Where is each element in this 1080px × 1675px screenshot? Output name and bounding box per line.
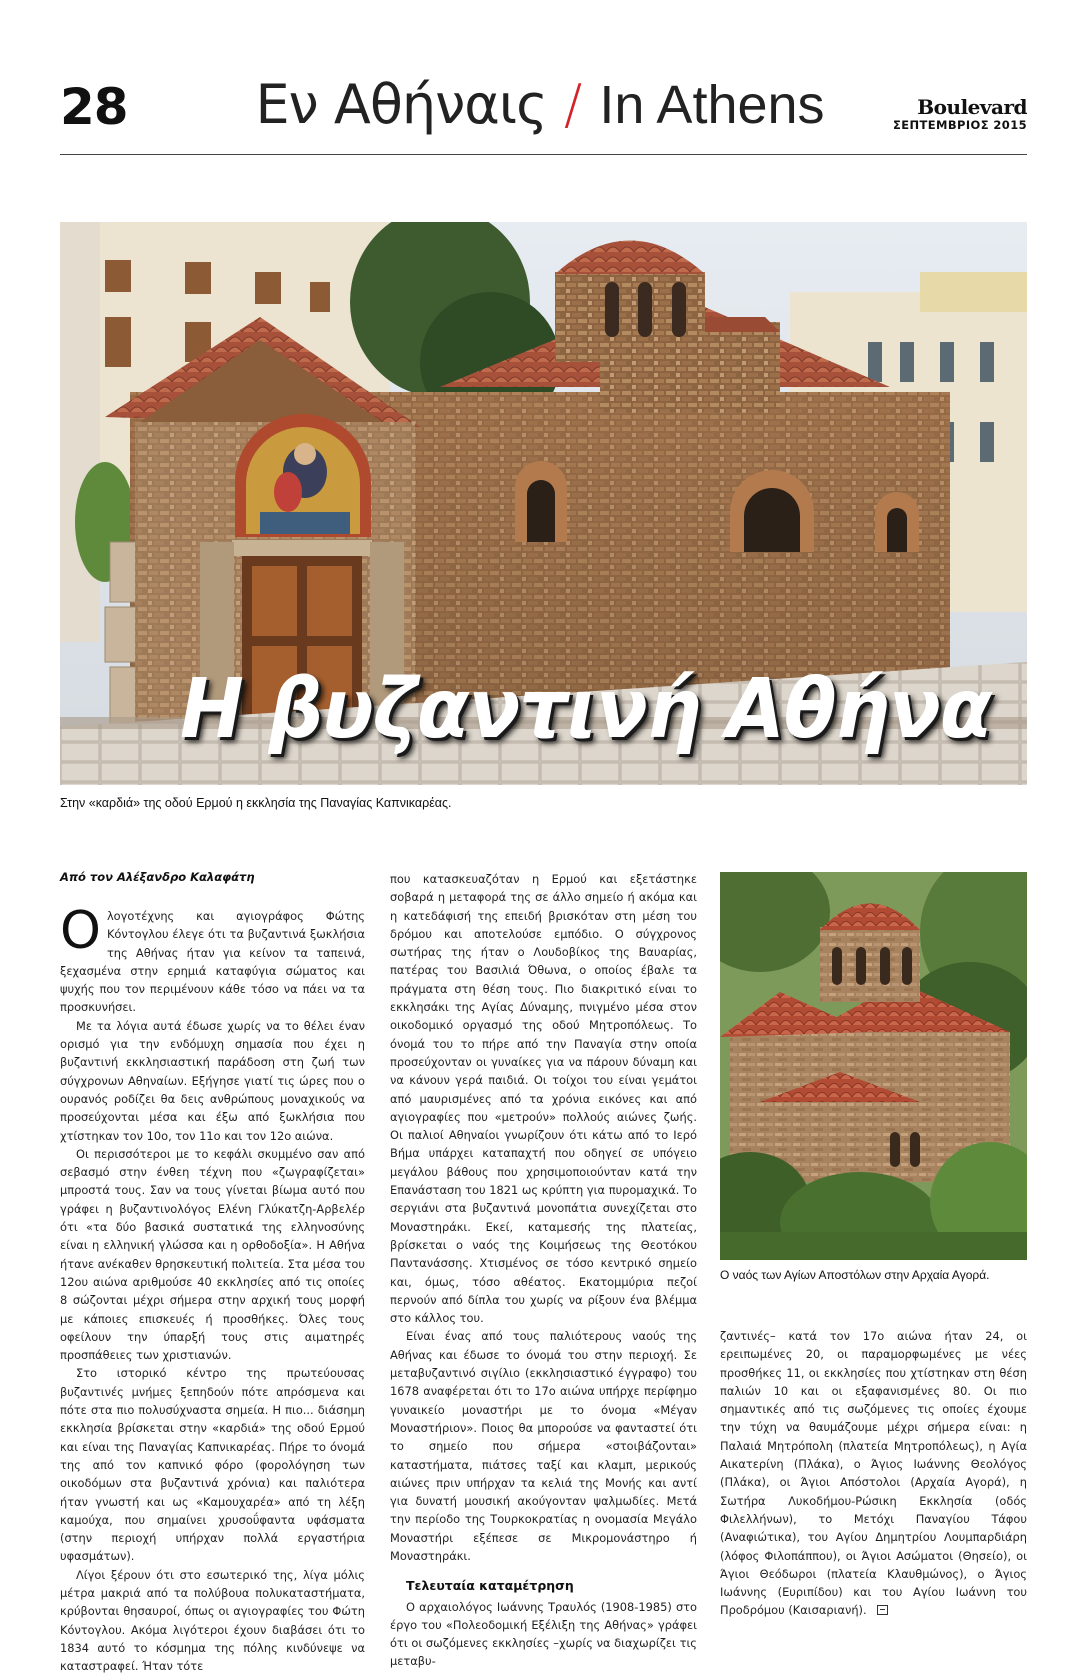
- byline: Από τον Αλέξανδρο Καλαφάτη: [60, 870, 255, 884]
- paragraph: Στο ιστορικό κέντρο της πρωτεύουσας βυζαντινές μνήμες ξεπηδούν πότε απρόσμενα και πότε στα πιο πολυσύχναστα σημεία. Η πιο... διάσημη εκκλησία βρίσκεται στην «καρδιά» της οδού Ερμού και είναι της Παναγίας Καπνικαρέας. Πήρε το όνομά της από τον καπνικό φόρο (φορολόγηση των οικοδόμων στα βυζαντινά χρόνια) και παλιότερα ήταν γνωστή και ως «Καμουχαρέα» από τη λέξη καμούχα, που σημαίνει χρυσοΰφαντα υφάσματα (στην περιοχή υπήρχαν πολλά εργαστήρια υφασμάτων).: [60, 1366, 365, 1564]
- hero-photo: [60, 222, 1027, 785]
- hero-caption: Στην «καρδιά» της οδού Ερμού η εκκλησία της Παναγίας Καπνικαρέας.: [60, 796, 452, 810]
- side-photo-caption: Ο ναός των Αγίων Αποστόλων στην Αρχαία Αγορά.: [720, 1268, 990, 1282]
- subheading: Τελευταία καταμέτρηση: [406, 1578, 574, 1594]
- page-number: 28: [60, 78, 128, 136]
- paragraph: Λίγοι ξέρουν ότι στο εσωτερικό της, λίγα μόλις μέτρα μακριά από τα πολύβουα πολυκαταστήματα, κρύβονται θησαυροί, όπως οι αγιογραφίες του Φώτη Κόντογλου. Ακόμα λιγότεροι έχουν διαβάσει ότι το 1834 αυτό το κόσμημα της πόλης κινδύνεψε να καταστραφεί. Ήταν τότε: [60, 1567, 365, 1674]
- issue-date: ΣΕΠΤΕΜΒΡΙΟΣ 2015: [893, 118, 1027, 132]
- magazine-brand: [893, 97, 1027, 132]
- brand-logo-text: Boulevard: [917, 95, 1027, 119]
- paragraph: Ολογοτέχνης και αγιογράφος Φώτης Κόντογλου έλεγε ότι τα βυζαντινά ξωκλήσια της Αθήνας ήταν για κείνον τα ταπεινά, ξεχασμένα στην ερημιά καταφύγια σώματος και ψυχής που τον περιμένουν κάθε τόσο να πάει να τα προσκυνήσει.: [60, 901, 365, 1015]
- paragraph: Είναι ένας από τους παλιότερους ναούς της Αθήνας και έδωσε το όνομά του στην περιοχή. Σε μεταβυζαντινό σιγίλιο (εκκλησιαστικό έγγραφο) του 1678 αναφέρεται ότι το 17ο αιώνα υπήρχε περίφημο γυναικείο μοναστήρι με το όνομα «Μέγαν Μοναστήριον». Ποιος θα μπορούσε να φανταστεί ότι το σημείο που σήμερα «στοιβάζονται» καταστήματα, πιάτσες ταξί και κλαμπ, μερικούς αιώνες πριν υπήρχαν τα κελιά της Μονής και αντί για δυνατή μουσική ακούγονταν ψαλμωδίες. Μετά την περίοδο της Τουρκοκρατίας η ονομασία Μεγάλο Μοναστήρι εξέπεσε σε Μικρομονάστηρο ή Μοναστηράκι.: [390, 1329, 697, 1563]
- paragraph: Με τα λόγια αυτά έδωσε χωρίς να το θέλει έναν ορισμό για την ενδόμυχη σημασία που έχει η βυζαντινή εκκλησιαστική παράδοση στη ζωή των σύγχρονων Αθηναίων. Εξήγησε γιατί τις ώρες που ο ουρανός ροδίζει θα δεις ανθρώπους μοναχικούς να προσεύχονται μέσα και έξω από ξωκλήσια που χτίστηκαν τον 10ο, τον 11ο και τον 12ο αιώνα.: [60, 1018, 365, 1143]
- drop-cap: Ο: [60, 901, 101, 961]
- header-divider: [60, 154, 1027, 155]
- paragraph: που κατασκευαζόταν η Ερμού και εξετάστηκε σοβαρά η μεταφορά της σε άλλο σημείο ή ακόμα και η κατεδάφισή της επειδή βρισκόταν στη μέση του δρόμου και αποτελούσε εμπόδιο. Ο σύγχρονος σωτήρας της ήταν ο Λουδοβίκος της Βαυαρίας, πατέρας του Βασιλιά Όθωνα, ο οποίος έβαλε τα πράγματα στη θέση τους. Πιο διακριτικό είναι το εκκλησάκι της Αγίας Δύναμης, πνιγμένο μέσα στον οικοδομικό οργασμό της οδού Μητροπόλεως. Το όνομά του το πήρε από την Παναγία στην οποία προσεύχονταν οι γυναίκες για να πάρουν δύναμη και να κάνουν γερά παιδιά. Οι τοίχοι του είναι γεμάτοι από μαυρισμένες από τα χρόνια εικόνες και από αγιογραφίες που «μετρούν» πολλούς αιώνες ζωής. Οι παλιοί Αθηναίοι γνωρίζουν ότι κάτω από το Ιερό Βήμα υπάρχει καταπαχτή που οδηγεί σε υπόγειο μεγάλου βάθους που χρησιμοποιούνταν κατά την Επανάσταση του 1821 ως κρύπτη για πυρομαχικά. Το σεργιάνι στα βυζαντινά μονοπάτια συνεχίζεται στο Μοναστηράκι. Εκεί, καταμεσής της πλατείας, βρίσκεται ο ναός της Κοιμήσεως της Θεοτόκου Παντανάσσης. Χτισμένος σε τόσο κεντρικό σημείο και, όμως, τόσο αθέατος. Εκατομμύρια πεζοί περνούν από δίπλα του χωρίς να ρίξουν ένα βλέμμα στο κάλλος του.: [390, 872, 697, 1326]
- article-column-2: [390, 870, 697, 1671]
- paragraph: Ο αρχαιολόγος Ιωάννης Τραυλός (1908-1985) στο έργο του «Πολεοδομική Εξέλιξη της Αθήνας» γράφει ότι οι σωζόμενες εκκλησίες –χωρίς να διαχωρίζει τις μεταβυ-: [390, 1599, 697, 1669]
- paragraph: Οι περισσότεροι με το κεφάλι σκυμμένο σαν από σεβασμό στην ένθεη τέχνη που «ζωγραφίζεται» μπροστά τους. Σαν να τους γίνεται βίωμα αυτό που γράφει η βυζαντινολόγος Ελένη Γλύκατζη-Αρβελέρ ότι «τα δύο βασικά συστατικά της ελληνοσύνης είναι η ελληνική γλώσσα και η ορθοδοξία». Η Αθήνα ήτανε ανέκαθεν θρησκευτική πολιτεία. Στα μέσα του 12ου αιώνα αριθμούσε 40 εκκλησίες από τις οποίες 8 σώζονται μέχρι σήμερα στην αρχική τους μορφή με κάποιες επισκευές ή προσθήκες. Όλες τους οφείλουν την ύπαρξή τους στις αιματηρές προσπάθειες των χριστιανών.: [60, 1146, 365, 1363]
- article-column-3: [720, 1327, 1027, 1620]
- section-title-slash: /: [564, 73, 583, 136]
- section-title-english: In Athens: [599, 75, 825, 135]
- article-column-1: [60, 901, 365, 1675]
- side-photo: [720, 872, 1027, 1260]
- end-of-article-icon: [877, 1605, 888, 1615]
- holy-apostles-church-illustration: [720, 872, 1027, 1260]
- section-title-greek: Εν Αθήναις: [255, 73, 547, 136]
- paragraph: ζαντινές– κατά τον 17ο αιώνα ήταν 24, οι ερειπωμένες 20, οι παραμορφωμένες με νέες προσθήκες 11, οι εκκλησίες που χτίστηκαν στη θέση παλιών 10 και οι εξαφανισμένες 80. Οι πιο σημαντικές από τις σωζόμενες τις οποίες έχουμε την τύχη να θαυμάζουμε μέχρι σήμερα είναι: η Παλαιά Μητρόπολη (πλατεία Μητροπόλεως), η Αγία Αικατερίνη (Πλάκα), ο Άγιος Ιωάννης Θεολόγος (Πλάκα), οι Άγιοι Απόστολοι (Αρχαία Αγορά), η Σωτήρα Λυκοδήμου-Ρώσικη Εκκλησία (οδός Φιλελλήνων), το Μετόχι Παναγίου Τάφου (Αναφιώτικα), του Αγίου Δημητρίου Λουμπαρδιάρη (λόφος Φιλοπάππου), οι Άγιοι Ασώματοι (Θησείο), οι Άγιοι Θεόδωροι (πλατεία Κλαυθμώνος), ο Άγιος Ιωάννης (Ευριπίδου) και του Αγίου Ιωάννη του Προδρόμου (Καισαριανή).: [720, 1329, 1027, 1618]
- feature-headline: Η βυζαντινή Αθήνα: [179, 662, 991, 757]
